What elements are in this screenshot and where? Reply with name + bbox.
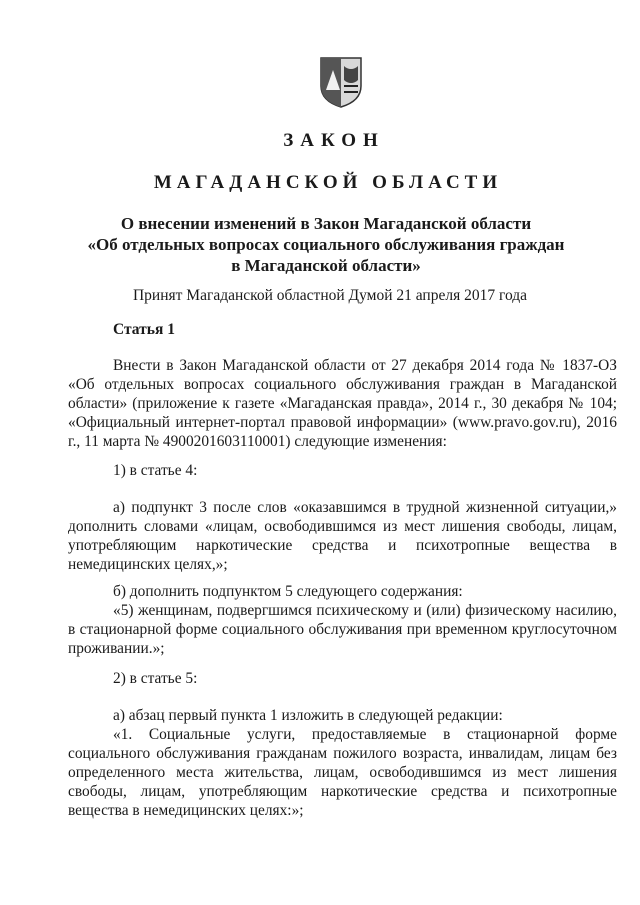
region-heading: МАГАДАНСКОЙ ОБЛАСТИ — [153, 172, 503, 193]
article-heading: Статья 1 — [113, 321, 175, 338]
item-1-paragraph — [68, 461, 617, 480]
law-title-line: в Магаданской области» — [231, 256, 421, 275]
law-title-line: О внесении изменений в Закон Магаданской области — [120, 214, 532, 233]
item-1a-paragraph — [68, 498, 617, 574]
coat-of-arms-icon — [318, 56, 364, 108]
paragraph-text: «1. Социальные услуги, предоставляемые в стационарной форме социального обслуживания гражданам пожилого возраста, инвалидам, лицам без определенного места жительства, лицам, освободившимся из мест лишения свободы, лицам, употребляющим наркотические средства и психотропные вещества в немедицинских целях:»; — [68, 726, 617, 819]
paragraph-text: Внести в Закон Магаданской области от 27 декабря 2014 года № 1837-ОЗ «Об отдельных вопросах социального обслуживания граждан в Магаданской области» (приложение к газете «Магаданская правда», 2014 г., 30 декабря № 104; «Официальный интернет-портал правовой информации» (www.pravo.gov.ru), 2016 г., 11 марта № 4900201603110001) следующие изменения: — [68, 357, 617, 450]
item-2-paragraph — [68, 669, 617, 688]
item-2a-quote-paragraph — [68, 725, 617, 820]
item-1b-paragraph — [68, 582, 617, 601]
paragraph-text: а) подпункт 3 после слов «оказавшимся в трудной жизненной ситуации,» дополнить словами «лицам, освободившимся из мест лишения свободы, лицам, употребляющим наркотические средства и психотропные вещества в немедицинских целях,»; — [68, 499, 617, 573]
item-2a-paragraph — [68, 706, 617, 725]
paragraph-text: а) абзац первый пункта 1 изложить в следующей редакции: — [113, 707, 503, 724]
article-intro-paragraph — [68, 356, 617, 451]
paragraph-text: «5) женщинам, подвергшимся психическому и (или) физическому насилию, в стационарной форме социального обслуживания при временном круглосуточном проживании.»; — [68, 602, 617, 657]
paragraph-text: б) дополнить подпунктом 5 следующего содержания: — [113, 583, 463, 600]
paragraph-text: 2) в статье 5: — [113, 670, 198, 687]
document-type-heading: ЗАКОН — [283, 130, 385, 151]
paragraph-text: 1) в статье 4: — [113, 462, 198, 479]
item-1b-quote-paragraph — [68, 601, 617, 658]
law-title — [0, 213, 640, 276]
adoption-note: Принят Магаданской областной Думой 21 апреля 2017 года — [132, 287, 528, 304]
law-title-line: «Об отдельных вопросах социального обслуживания граждан — [87, 235, 565, 254]
